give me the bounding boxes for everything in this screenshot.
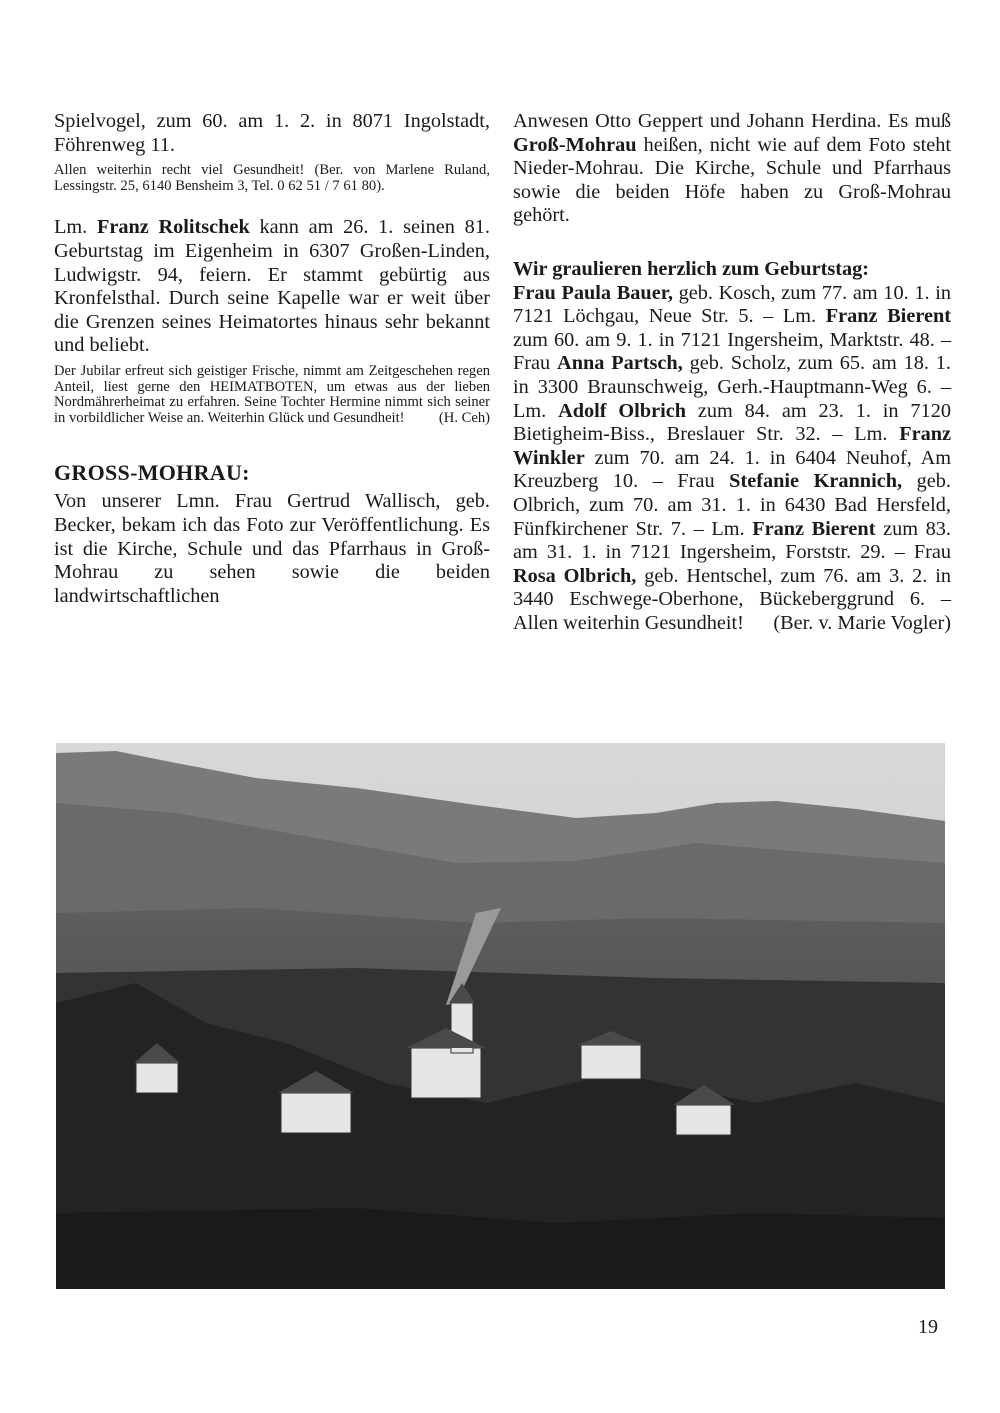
right-column	[513, 110, 951, 635]
left-column	[54, 110, 490, 608]
house	[281, 1093, 351, 1133]
person-name: Anna Partsch,	[557, 352, 683, 375]
person-name: Franz Rolitschek	[96, 216, 250, 239]
section-heading-gross-mohrau: GROSS-MOHRAU:	[54, 460, 250, 486]
person-name: Adolf Olbrich	[558, 399, 687, 422]
report-credit: (Ber. v. Marie Vogler)	[773, 611, 951, 634]
house	[136, 1063, 178, 1093]
birthday-subheading: Wir graulieren herzlich zum Geburtstag:	[513, 257, 870, 280]
person-name: Frau Paula Bauer,	[513, 281, 673, 304]
text-run: heißen, nicht wie auf dem Foto steht Nieder-Mohrau. Die Kirche, Schule und Pfarrhaus sowie die beiden Höfe haben zu Groß-Mohrau gehört.	[513, 133, 952, 227]
farmhouse	[676, 1105, 731, 1135]
text-run: zum 60. am 9. 1. in 7121 Ingersheim, Marktstr. 48. – Frau	[513, 328, 951, 375]
signature: (H. Ceh)	[438, 409, 490, 426]
notice-text: kann am 26. 1. seinen 81. Geburtstag im Eigenheim in 6307 Großen-Linden, Ludwigstr. 94, feiern. Er stammt gebürtig aus Kronfelsthal. Durch seine Kapelle war er weit über die Grenzen seines Heimatortes hinaus sehr bekannt und beliebt.	[54, 216, 490, 357]
rolitschek-notice	[54, 216, 490, 358]
text-run: geb. Olbrich, zum 70. am 31. 1. in 6430 Bad Hersfeld, Fünfkirchener Str. 7. – Lm.	[513, 470, 951, 540]
jubilar-text: Der Jubilar erfreut sich geistiger Frische, nimmt am Zeitgeschehen regen Anteil, liest gerne den HEIMATBOTEN, um etwas aus der lieben Nordmährerheimat zu erfahren. Seine Tochter Hermine nimmt sich seiner in vorbildlicher Weise an. Weiterhin Glück und Gesundheit!	[54, 362, 490, 426]
person-name: Franz Bierent	[752, 517, 876, 540]
text-run: zum 70. am 24. 1. in 6404 Neuhof, Am Kreuzberg 10. – Frau	[513, 446, 951, 493]
church-nave	[411, 1048, 481, 1098]
person-name: Franz Bierent	[825, 305, 951, 328]
birthday-list	[513, 282, 951, 636]
text-run: geb. Hentschel, zum 76. am 3. 2. in 3440 Eschwege-Oberhone, Bückeberggrund 6. – Allen weiterhin Gesundheit!	[513, 564, 951, 634]
text-run: Anwesen Otto Geppert und Johann Herdina. Es muß	[513, 110, 951, 132]
photo-correction-paragraph	[513, 110, 951, 228]
text-run: geb. Scholz, zum 65. am 18. 1. in 3300 Braunschweig, Gerh.-Hauptmann-Weg 6. – Lm.	[513, 352, 951, 422]
greeting-text: Allen weiterhin recht viel Gesundheit!	[54, 162, 305, 179]
person-name: Stefanie Krannich,	[729, 470, 903, 493]
school	[581, 1045, 641, 1079]
village-photo	[56, 743, 945, 1289]
text-run: zum 83. am 31. 1. in 7121 Ingersheim, Forststr. 29. – Frau	[513, 517, 951, 564]
text-run: geb. Kosch, zum 77. am 10. 1. in 7121 Löchgau, Neue Str. 5. – Lm.	[513, 281, 951, 328]
foreground	[56, 1208, 945, 1289]
person-name: Franz Winkler	[513, 423, 952, 469]
person-name: Rosa Olbrich,	[513, 564, 637, 587]
prefix: Lm.	[54, 216, 88, 239]
page-number: 19	[918, 1316, 938, 1338]
birthday-notice-spielvogel: Spielvogel, zum 60. am 1. 2. in 8071 Ingolstadt, Föhrenweg 11.	[54, 110, 490, 156]
text-run: zum 84. am 23. 1. in 7120 Bietigheim-Biss., Breslauer Str. 32. – Lm.	[513, 399, 951, 446]
photo-intro-paragraph: Von unserer Lmn. Frau Gertrud Wallisch, geb. Becker, bekam ich das Foto zur Veröffentlichung. Es ist die Kirche, Schule und das Pfarrhaus in Groß-Mohrau zu sehen sowie die beiden landwirtschaftlichen	[54, 490, 490, 607]
place-name: Groß-Mohrau	[513, 133, 637, 156]
report-credit: (Ber. von Marlene Ruland, Lessingstr. 25, 6140 Bensheim 3, Tel. 0 62 51 / 7 61 80).	[54, 162, 490, 194]
greeting-note	[54, 163, 490, 194]
jubilar-paragraph	[54, 364, 490, 426]
